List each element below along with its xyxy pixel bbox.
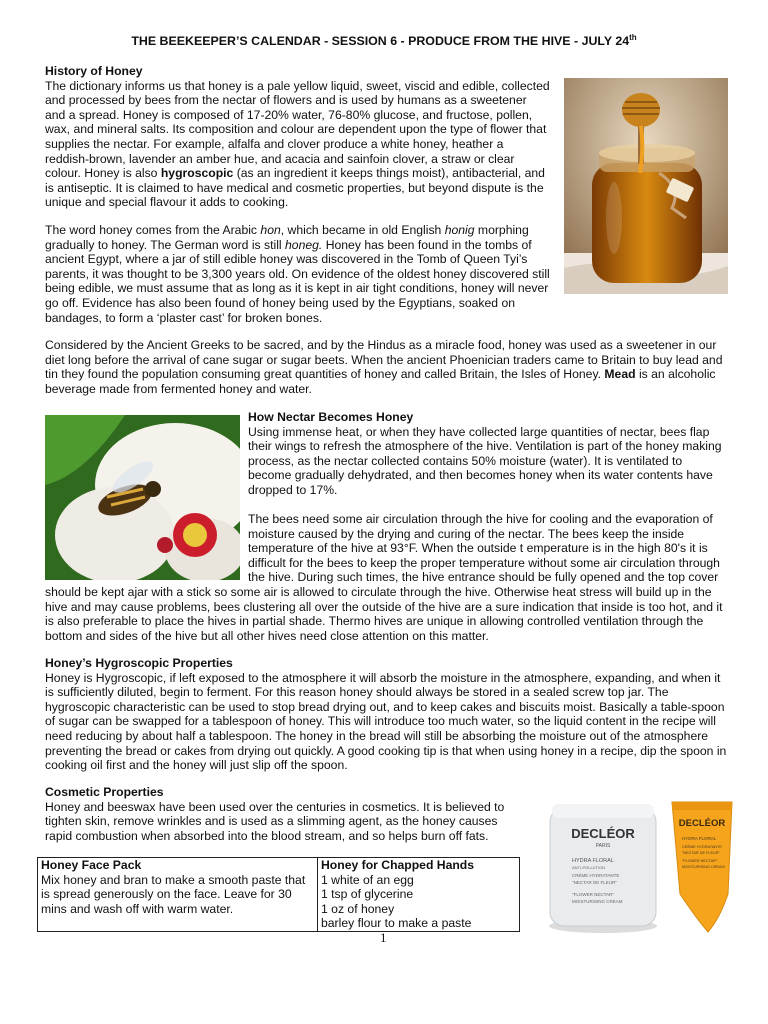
page-title: THE BEEKEEPER’S CALENDAR - SESSION 6 - PRODUCE FROM THE HIVE - JULY 24th <box>131 33 637 49</box>
nectar-section <box>248 410 728 498</box>
honey-jar-illustration <box>564 78 728 294</box>
chapped-ingredient: barley flour to make a paste <box>321 916 472 931</box>
hygroscopic-section <box>45 656 731 773</box>
left-product-line: ANTI-POLLUTION <box>572 865 606 870</box>
nectar-paragraph-2a: The bees need some air circulation through the hive for cooling and the evaporation of moisture caused by the drying and curing of the nectar. The bees keep the inside temperature of the hive at 93°F. When the outside t emperature is in the high 80's it is difficult for the bees to keep the proper temperature without some air circulation through the hive. During such times, the hive entrance should be fully opened and the top cover <box>248 512 720 585</box>
bee-flower-illustration <box>45 415 240 580</box>
left-product-line: HYDRA FLORAL <box>572 858 614 864</box>
chapped-ingredient: 1 tsp of glycerine <box>321 887 414 902</box>
nectar-paragraph-1: Using immense heat, or when they have collected large quantities of nectar, bees flap their wings to refresh the atmosphere of the hive. Ventilation is part of the honey making process, as the nectar collected contains 50% moisture (water). It is ventilated to become gradually dehydrated, and then becomes honey when its water contents have dropped to 17%. <box>248 424 722 497</box>
right-product-line: MOISTURISING CREAM <box>682 865 725 869</box>
hygroscopic-heading: Honey’s Hygroscopic Properties <box>45 656 233 670</box>
right-product-line: "NECTAR DE FLEUR" <box>682 851 720 855</box>
right-brand: DECLÉOR <box>678 818 726 829</box>
recipes-table <box>37 857 520 932</box>
history-section <box>45 64 550 210</box>
left-brand-sub: PARIS <box>595 843 611 849</box>
cosmetic-section <box>45 785 523 843</box>
chapped-hands-cell <box>318 858 520 932</box>
left-product-line: "NECTAR DE FLEUR" <box>572 880 617 885</box>
face-pack-heading: Honey Face Pack <box>41 858 142 872</box>
history-paragraph-1: The dictionary informs us that honey is a pale yellow liquid, sweet, viscid and edible, collected and processed by bees from the nectar of flowers and is used by humans as a sweetener and a spread. Honey is composed of 17-20% water, 76-80% glucose, and fructose, pollen, wax, and mineral salts. Its composition and colour are dependent upon the type of flower that supplies the nectar. For example, alfalfa and clover produce a white honey, heather a reddish-brown, lavender an amber hue, and acacia and sainfoin clover, a straw or clear colour. Honey is also hygroscopic (as an ingredient it keeps things moist), antibacterial, and is antiseptic. It is claimed to have medical and cosmetic properties, but beyond dispute is the unique and special flavour it adds to cooking. <box>45 78 550 210</box>
history-heading: History of Honey <box>45 64 143 78</box>
chapped-ingredient: 1 white of an egg <box>321 872 414 887</box>
nectar-heading: How Nectar Becomes Honey <box>248 410 414 424</box>
right-product-line: "FLOWER NECTAR" <box>682 859 718 863</box>
chapped-hands-heading: Honey for Chapped Hands <box>321 858 475 872</box>
right-product-line: CRÈME HYDRATANTE <box>682 845 722 849</box>
cosmetic-paragraph: Honey and beeswax have been used over the centuries in cosmetics. It is believed to tighten skin, remove wrinkles and is used as a slimming agent, as the honey causes rapid combustion when absorbed into the blood stream, and so helps burn off fats. <box>45 799 505 843</box>
history-paragraph-3: Considered by the Ancient Greeks to be sacred, and by the Hindus as a miracle food, honey was used as a sweetener in our diet long before the arrival of cane sugar or sugar beets. When the ancient Phoenician traders came to Britain to buy lead and tin they found the population consuming great quantities of honey and called Britain, the Isles of Honey. Mead is an alcoholic beverage made from fermented honey and water. <box>45 338 723 396</box>
page-number: 1 <box>380 930 387 945</box>
history-paragraph-2: The word honey comes from the Arabic hon, which became in old English honig morphing gradually to honey. The German word is still honeg. Honey has been found in the tombs of ancient Egypt, where a jar of still edible honey was discovered in the Tomb of Queen Tyi’s parents, it was thought to be 3,300 years old. On evidence of the oldest honey discovered still being edible, we must assume that as long as it is kept in air tight conditions, honey will never go off. Evidence has also been found of honey being used by the Egyptians, soaked on bandages, to form a ‘plaster cast’ for broken bones. <box>45 223 550 325</box>
nectar-paragraph-2b: should be kept ajar with a stick so some air is allowed to circulate through the hive. Otherwise heat stress will build up in the hive and may cause problems, bees clustering all over the outside of the hive are a sure indication that inside is too hot, and it is also preferable to place the hives in partial shade. Thermo hives are unique in allowing controlled ventilation through the bottom and sides of the hive but all other hives need close attention on this matter. <box>45 585 723 643</box>
right-product-line: HYDRA FLORAL <box>682 836 717 841</box>
left-brand: DECLÉOR <box>571 826 635 841</box>
bee-on-flower-image <box>45 415 240 580</box>
chapped-ingredient: 1 oz of honey <box>321 901 395 916</box>
cosmetics-image <box>548 798 734 936</box>
hygroscopic-paragraph: Honey is Hygroscopic, if left exposed to the atmosphere it will absorb the moisture in the atmosphere, expanding, and when it is sufficiently diluted, begin to ferment. For this reason honey should always be stored in a sealed screw top jar. The hygroscopic characteristic can be used to stop bread drying out, and to keep cakes and biscuits moist. Basically a table-spoon of sugar can be swapped for a tablespoon of honey. This will introduce too much water, so the liquid content in the recipe will need reducing by about half a tablespoon. The honey in the bread will still be absorbing the moisture out of the atmosphere preventing the bread or cakes from drying out quickly. A good cooking tip is that when using honey in a recipe, dip the spoon in cooking oil first and the honey will just slip off the spoon. <box>45 670 727 773</box>
honey-jar-image <box>564 78 728 294</box>
left-product-line: "FLOWER NECTAR" <box>572 892 614 897</box>
cosmetics-illustration <box>548 798 734 936</box>
left-product-line: CRÈME HYDRATANTE <box>572 873 620 878</box>
face-pack-cell <box>38 858 318 932</box>
left-product-line: MOISTURISING CREAM <box>572 899 623 904</box>
face-pack-text: Mix honey and bran to make a smooth paste that is spread generously on the face. Leave for 30 mins and wash off with warm water. <box>41 872 306 916</box>
cosmetic-heading: Cosmetic Properties <box>45 785 164 799</box>
